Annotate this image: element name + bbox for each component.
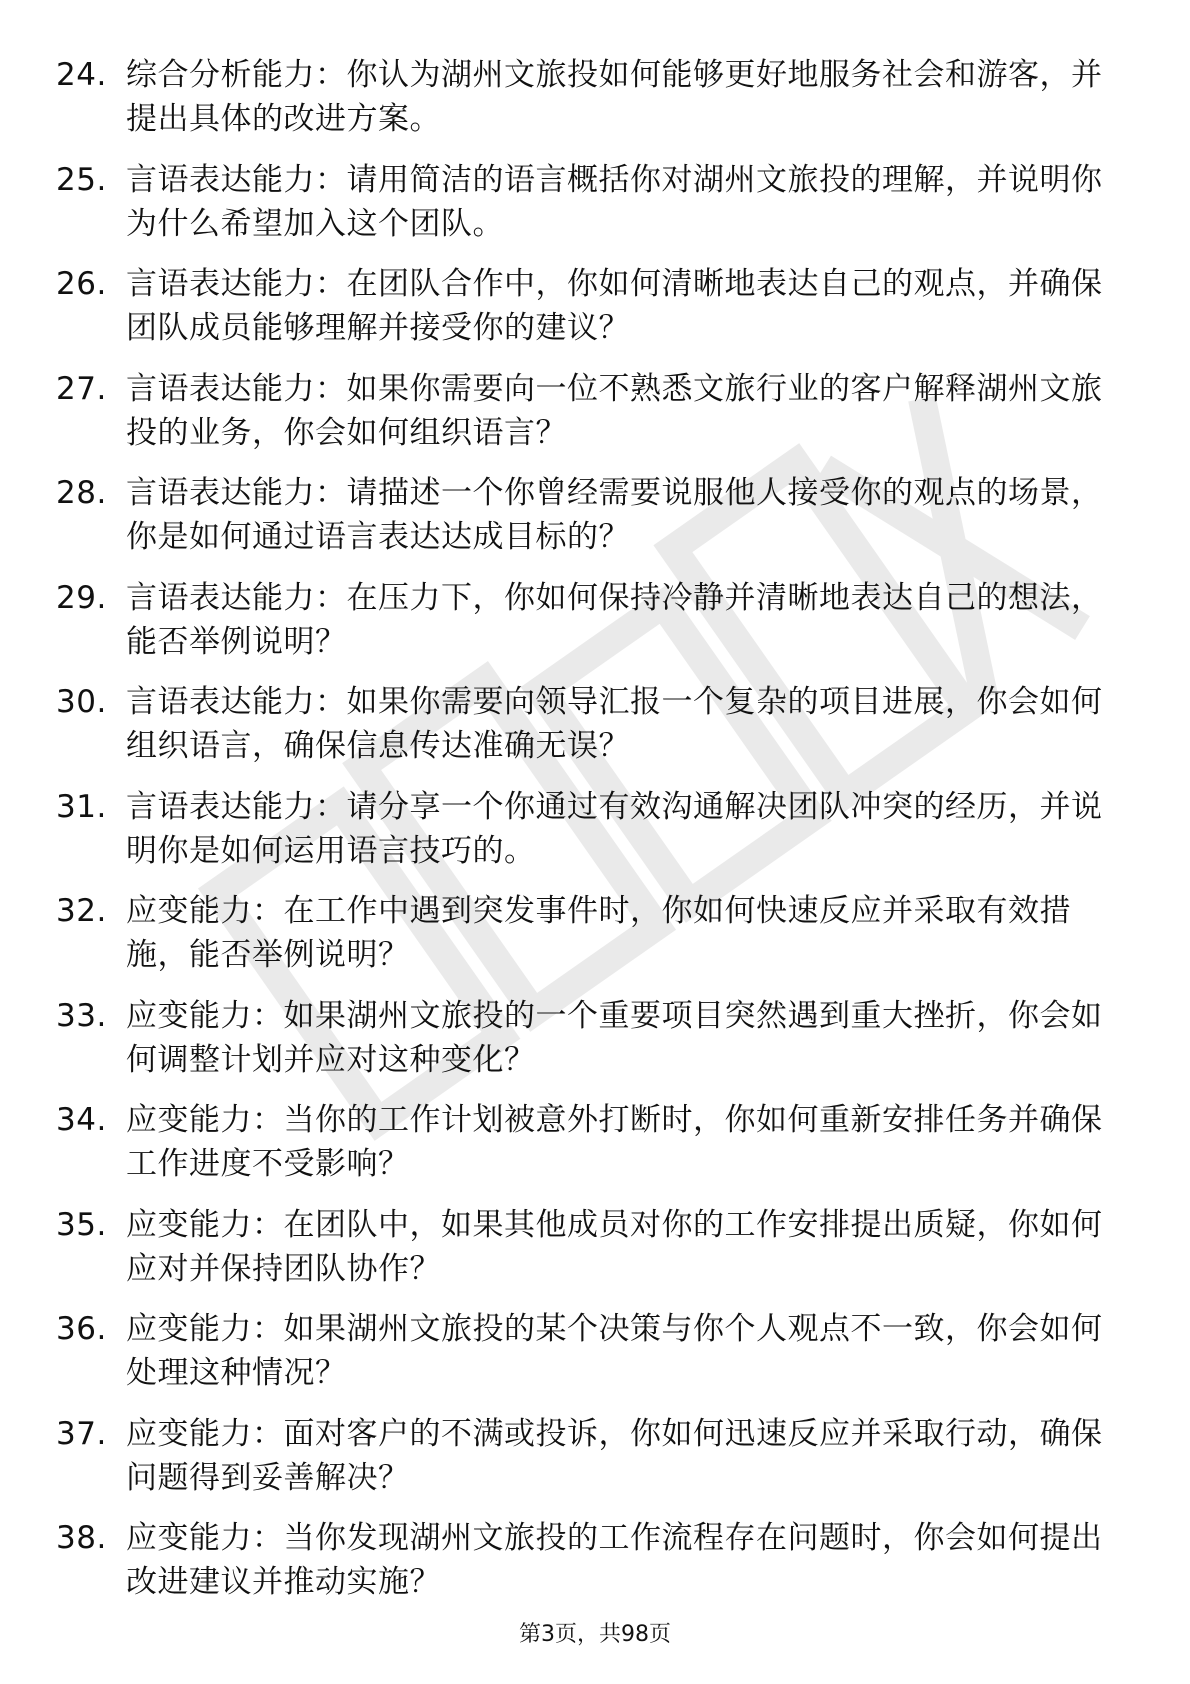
question-number: 34.	[56, 1102, 107, 1138]
question-item	[0, 884, 1190, 989]
question-text: 言语表达能力：在团队合作中，你如何清晰地表达自己的观点，并确保团队成员能够理解并接受你的建议？	[126, 266, 1103, 346]
question-item	[0, 257, 1190, 362]
question-number: 26.	[56, 266, 107, 302]
question-number: 30.	[56, 684, 107, 720]
question-number: 25.	[56, 161, 107, 198]
question-item	[0, 675, 1190, 780]
question-number: 31.	[56, 788, 107, 825]
question-text: 应变能力：在团队中，如果其他成员对你的工作安排提出质疑，你如何应对并保持团队协作？	[126, 1206, 1103, 1287]
question-item	[0, 1407, 1190, 1512]
question-text: 综合分析能力：你认为湖州文旅投如何能够更好地服务社会和游客，并提出具体的改进方案。	[126, 57, 1103, 137]
question-number: 32.	[56, 893, 107, 929]
question-item	[0, 1198, 1190, 1303]
question-text: 言语表达能力：在压力下，你如何保持冷静并清晰地表达自己的想法，能否举例说明？	[126, 579, 1103, 660]
question-item	[0, 466, 1190, 571]
question-number: 24.	[56, 57, 107, 93]
question-item	[0, 989, 1190, 1094]
question-text: 应变能力：如果湖州文旅投的某个决策与你个人观点不一致，你会如何处理这种情况？	[126, 1311, 1103, 1391]
page-number-label: 第3页，共98页	[519, 1622, 671, 1647]
question-item	[0, 1511, 1190, 1616]
question-number: 37.	[56, 1415, 107, 1452]
question-text: 应变能力：在工作中遇到突发事件时，你如何快速反应并采取有效措施，能否举例说明？	[126, 893, 1071, 973]
question-text: 言语表达能力：如果你需要向一位不熟悉文旅行业的客户解释湖州文旅投的业务，你会如何组织语言？	[126, 370, 1103, 451]
question-text: 言语表达能力：请用简洁的语言概括你对湖州文旅投的理解，并说明你为什么希望加入这个团队。	[126, 161, 1103, 242]
question-item	[0, 571, 1190, 676]
question-number: 36.	[56, 1311, 107, 1347]
question-item	[0, 1302, 1190, 1407]
question-text: 言语表达能力：如果你需要向领导汇报一个复杂的项目进展，你会如何组织语言，确保信息传达准确无误？	[126, 684, 1103, 764]
question-number: 29.	[56, 579, 107, 616]
question-number: 28.	[56, 475, 107, 511]
question-item	[0, 780, 1190, 885]
question-item	[0, 362, 1190, 467]
question-number: 33.	[56, 997, 107, 1034]
question-text: 应变能力：如果湖州文旅投的一个重要项目突然遇到重大挫折，你会如何调整计划并应对这种变化？	[126, 997, 1103, 1078]
question-item	[0, 153, 1190, 258]
page-footer	[0, 1620, 1190, 1650]
question-number: 27.	[56, 370, 107, 407]
question-number: 38.	[56, 1520, 107, 1556]
question-text: 应变能力：面对客户的不满或投诉，你如何迅速反应并采取行动，确保问题得到妥善解决？	[126, 1415, 1103, 1496]
question-text: 言语表达能力：请描述一个你曾经需要说服他人接受你的观点的场景，你是如何通过语言表达达成目标的？	[126, 475, 1103, 555]
question-text: 应变能力：当你发现湖州文旅投的工作流程存在问题时，你会如何提出改进建议并推动实施？	[126, 1520, 1103, 1600]
question-text: 应变能力：当你的工作计划被意外打断时，你如何重新安排任务并确保工作进度不受影响？	[126, 1102, 1103, 1182]
question-item	[0, 1093, 1190, 1198]
question-list	[0, 48, 1190, 1616]
question-number: 35.	[56, 1206, 107, 1243]
question-text: 言语表达能力：请分享一个你通过有效沟通解决团队冲突的经历，并说明你是如何运用语言技巧的。	[126, 788, 1103, 869]
question-item	[0, 48, 1190, 153]
